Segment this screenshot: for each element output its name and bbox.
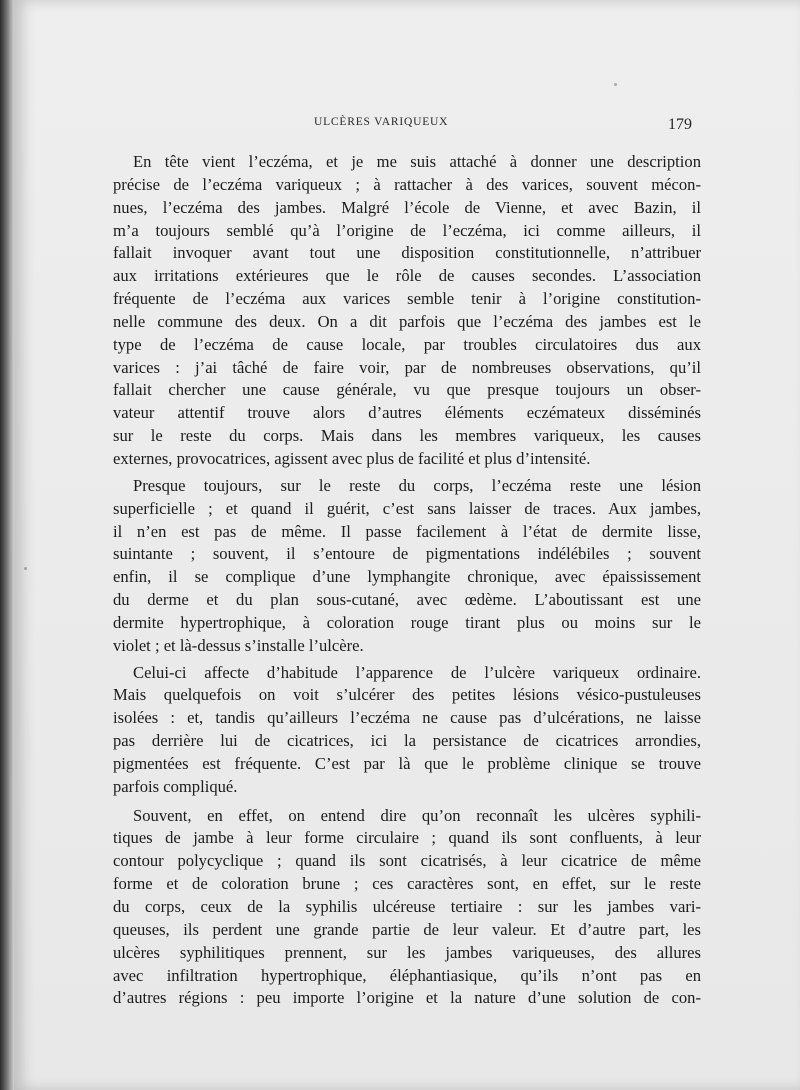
scan-speck (24, 567, 27, 570)
text-line: En tête vient l’eczéma, et je me suis attaché à donner une description (133, 152, 701, 171)
text-line: avec infiltration hypertrophique, éléphantiasique, qu’ils n’ont pas en (113, 965, 701, 985)
text-line: fréquente de l’eczéma aux varices semble tenir à l’origine constitution- (113, 289, 701, 309)
text-line: suintante ; souvent, il s’entoure de pigmentations indélébiles ; souvent (113, 544, 701, 564)
text-line: varices : j’ai tâché de faire voir, par de nombreuses observations, qu’il (113, 357, 701, 377)
text-line: superficielle ; et quand il guérit, c’est sans laisser de traces. Aux jambes, (113, 498, 701, 518)
text-line: du corps, ceux de la syphilis ulcéreuse tertiaire : sur les jambes vari- (113, 897, 701, 916)
book-page (14, 0, 800, 1090)
page-number: 179 (668, 116, 692, 133)
text-line: Presque toujours, sur le reste du corps, l’eczéma reste une lésion (133, 475, 701, 495)
text-line: forme et de coloration brune ; ces caractères sont, en effet, sur le reste (113, 874, 701, 894)
text-line: aux irritations extérieures que le rôle de causes secondes. L’association (113, 266, 701, 286)
text-line: Mais quelquefois on voit s’ulcérer des petites lésions vésico-pustuleuses (113, 685, 701, 705)
text-line: du derme et du plan sous-cutané, avec œdème. L’aboutissant est une (113, 590, 701, 610)
text-line: d’autres régions : peu importe l’origine et la nature d’une solution de con- (113, 988, 701, 1008)
text-line: pas derrière lui de cicatrices, ici la persistance de cicatrices arrondies, (113, 731, 701, 751)
text-line: vateur attentif trouve alors d’autres éléments eczémateux disséminés (113, 403, 701, 423)
text-line: violet ; et là-dessus s’installe l’ulcère. (113, 635, 364, 655)
text-line: m’a toujours semblé qu’à l’origine de l’eczéma, ici comme ailleurs, il (113, 220, 701, 240)
scan-speck (614, 83, 617, 86)
text-line: contour polycyclique ; quand ils sont cicatrisés, à leur cicatrice de même (113, 851, 701, 871)
text-line: il n’en est pas de même. Il passe facilement à l’état de dermite lisse, (113, 521, 701, 541)
text-line: ulcères syphilitiques prennent, sur les jambes variqueuses, des allures (113, 942, 701, 962)
text-line: sur le reste du corps. Mais dans les membres variqueux, les causes (113, 426, 701, 446)
text-line: tiques de jambe à leur forme circulaire ; quand ils sont confluents, à leur (113, 828, 701, 848)
text-line: queuses, ils perdent une grande partie de leur valeur. Et d’autre part, les (113, 919, 701, 939)
text-line: nelle commune des deux. On a dit parfois que l’eczéma des jambes est le (113, 311, 701, 331)
paragraph-1 (113, 151, 701, 471)
text-line: isolées : et, tandis qu’ailleurs l’eczéma ne cause pas d’ulcérations, ne laisse (113, 708, 701, 728)
paragraph-4 (113, 805, 701, 1011)
text-line: parfois compliqué. (113, 776, 238, 796)
text-line: dermite hypertrophique, à coloration rouge tirant plus ou moins sur le (113, 612, 701, 632)
text-line: fallait chercher une cause générale, vu que presque toujours un obser- (113, 380, 701, 400)
body-text (113, 151, 701, 1014)
text-line: précise de l’eczéma variqueux ; à rattacher à des varices, souvent mécon- (113, 174, 701, 194)
text-line: Souvent, en effet, on entend dire qu’on reconnaît les ulcères syphili- (133, 805, 701, 825)
text-line: enfin, il se complique d’une lymphangite chronique, avec épaississement (113, 567, 701, 587)
text-line: Celui-ci affecte d’habitude l’apparence de l’ulcère variqueux ordinaire. (133, 662, 701, 682)
text-line: fallait invoquer avant tout une disposition constitutionnelle, n’attribuer (113, 243, 701, 263)
text-line: externes, provocatrices, agissent avec plus de facilité et plus d’intensité. (113, 448, 591, 468)
text-line: type de l’eczéma de cause locale, par troubles circulatoires dus aux (113, 334, 701, 354)
paragraph-3 (113, 662, 701, 799)
text-line: nues, l’eczéma des jambes. Malgré l’école de Vienne, et avec Bazin, il (113, 197, 701, 217)
running-title: ULCÈRES VARIQUEUX (314, 116, 449, 128)
paragraph-2 (113, 475, 701, 658)
text-line: pigmentées est fréquente. C’est par là que le problème clinique se trouve (113, 753, 701, 773)
